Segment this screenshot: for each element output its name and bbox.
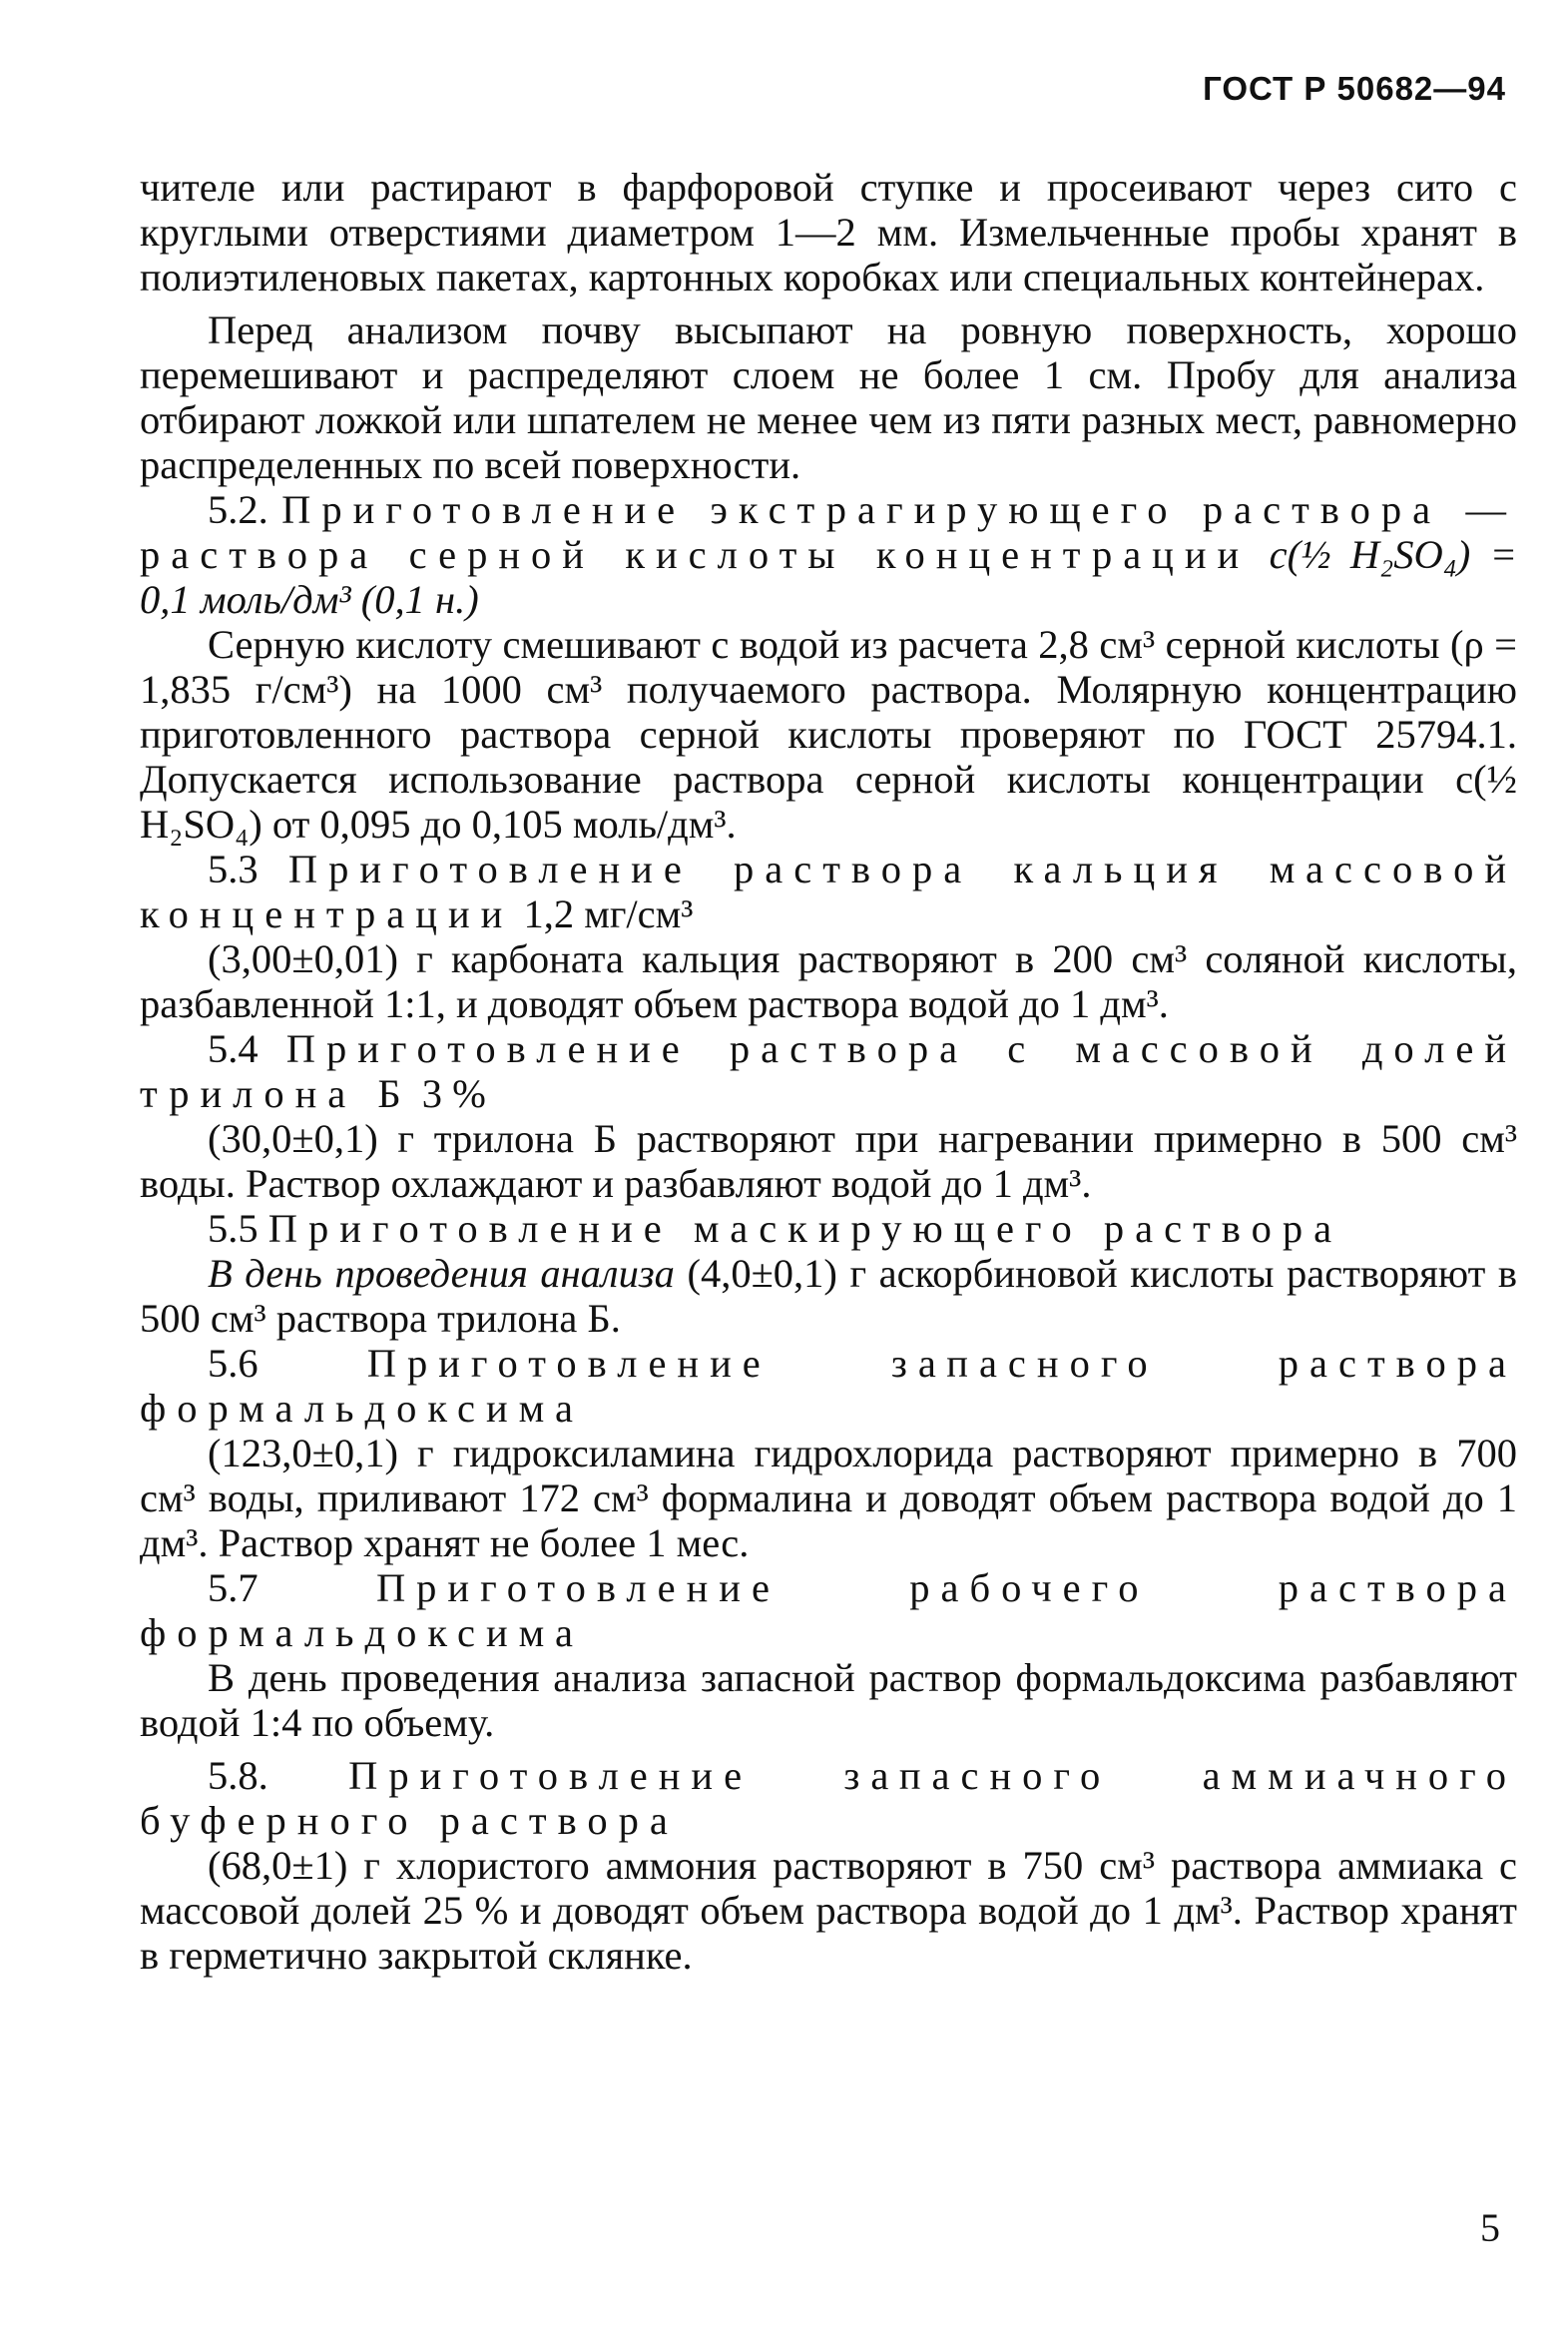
paragraph-calcium: (3,00±0,01) г карбоната кальция растворяют в 200 см³ соляной кислоты, разбавленной 1:1, и доводят объем раствора водой до 1 дм³. <box>140 936 1517 1026</box>
section-number: 5.8. <box>208 1753 268 1798</box>
section-number: 5.7 <box>208 1565 259 1610</box>
section-5-3-heading <box>140 847 1517 936</box>
section-title: Приготовление запасного раствора формальдоксима <box>140 1341 1518 1431</box>
section-number: 5.4 <box>208 1026 259 1071</box>
section-title: Приготовление запасного аммиачного буферного раствора <box>140 1753 1517 1843</box>
section-number: 5.3 <box>208 847 259 891</box>
section-title: Приготовление маскирующего раствора <box>267 1206 1343 1251</box>
paragraph-ammonia-buffer: (68,0±1) г хлористого аммония растворяют в 750 см³ раствора аммиака с массовой долей 25 % и доводят объем раствора водой до 1 дм³. Раствор хранят в герметично закрытой склянке. <box>140 1843 1517 1978</box>
italic-lead: В день проведения анализа <box>208 1251 675 1296</box>
section-formula: c(½ H₂SO₄) = 0,1 моль/дм³ (0,1 н.) <box>140 532 1517 622</box>
section-formula: 1,2 мг/см³ <box>523 891 694 936</box>
paragraph-masking <box>140 1251 1517 1341</box>
section-formula: 3 % <box>421 1071 486 1116</box>
paragraph-sampling: Перед анализом почву высыпают на ровную поверхность, хорошо перемешивают и распределяют слоем не более 1 см. Пробу для анализа отбирают ложкой или шпателем не менее чем из пяти разных мест, равномерно распределенных по всей поверхности. <box>140 307 1517 487</box>
section-5-8-heading <box>140 1753 1517 1843</box>
section-5-6-heading <box>140 1341 1517 1431</box>
page-number: 5 <box>1480 2205 1500 2250</box>
section-title: Приготовление раствора с массовой долей трилона Б <box>140 1026 1517 1116</box>
section-5-4-heading <box>140 1026 1517 1116</box>
document-body <box>140 165 1517 1978</box>
section-number: 5.5 <box>208 1206 259 1251</box>
section-title: Приготовление экстрагирующего раствора — раствора серной кислоты концентрации <box>140 487 1517 577</box>
paragraph-continuation: чителе или растирают в фарфоровой ступке и просеивают через сито с круглыми отверстиями диаметром 1—2 мм. Измельченные пробы хранят в полиэтиленовых пакетах, картонных коробках или специальных контейнерах. <box>140 165 1517 299</box>
section-5-7-heading <box>140 1565 1517 1655</box>
paragraph-sulfuric-acid: Серную кислоту смешивают с водой из расчета 2,8 см³ серной кислоты (ρ = 1,835 г/см³) на 1000 см³ получаемого раствора. Молярную концентрацию приготовленного раствора серной кислоты проверяют по ГОСТ 25794.1. Допускается использование раствора серной кислоты концентрации c(½ H₂SO₄) от 0,095 до 0,105 моль/дм³. <box>140 622 1517 847</box>
section-title: Приготовление рабочего раствора формальдоксима <box>140 1565 1517 1655</box>
document-header: ГОСТ Р 50682—94 <box>1203 70 1506 107</box>
paragraph-trilon: (30,0±0,1) г трилона Б растворяют при нагревании примерно в 500 см³ воды. Раствор охлаждают и разбавляют водой до 1 дм³. <box>140 1116 1517 1206</box>
section-5-2-heading <box>140 487 1517 622</box>
paragraph-text: (4,0±0,1) г аскорбиновой кислоты растворяют в 500 см³ раствора трилона Б. <box>140 1251 1517 1341</box>
paragraph-formaldoxime-stock: (123,0±0,1) г гидроксиламина гидрохлорида растворяют примерно в 700 см³ воды, приливают 172 см³ формалина и доводят объем раствора водой до 1 дм³. Раствор хранят не более 1 мес. <box>140 1431 1517 1565</box>
section-number: 5.2. <box>208 487 268 532</box>
section-title: Приготовление раствора кальция массовой концентрации <box>140 847 1518 936</box>
paragraph-formaldoxime-working: В день проведения анализа запасной раствор формальдоксима разбавляют водой 1:4 по объему. <box>140 1655 1517 1745</box>
section-5-5-heading <box>140 1206 1517 1251</box>
section-number: 5.6 <box>208 1341 259 1386</box>
